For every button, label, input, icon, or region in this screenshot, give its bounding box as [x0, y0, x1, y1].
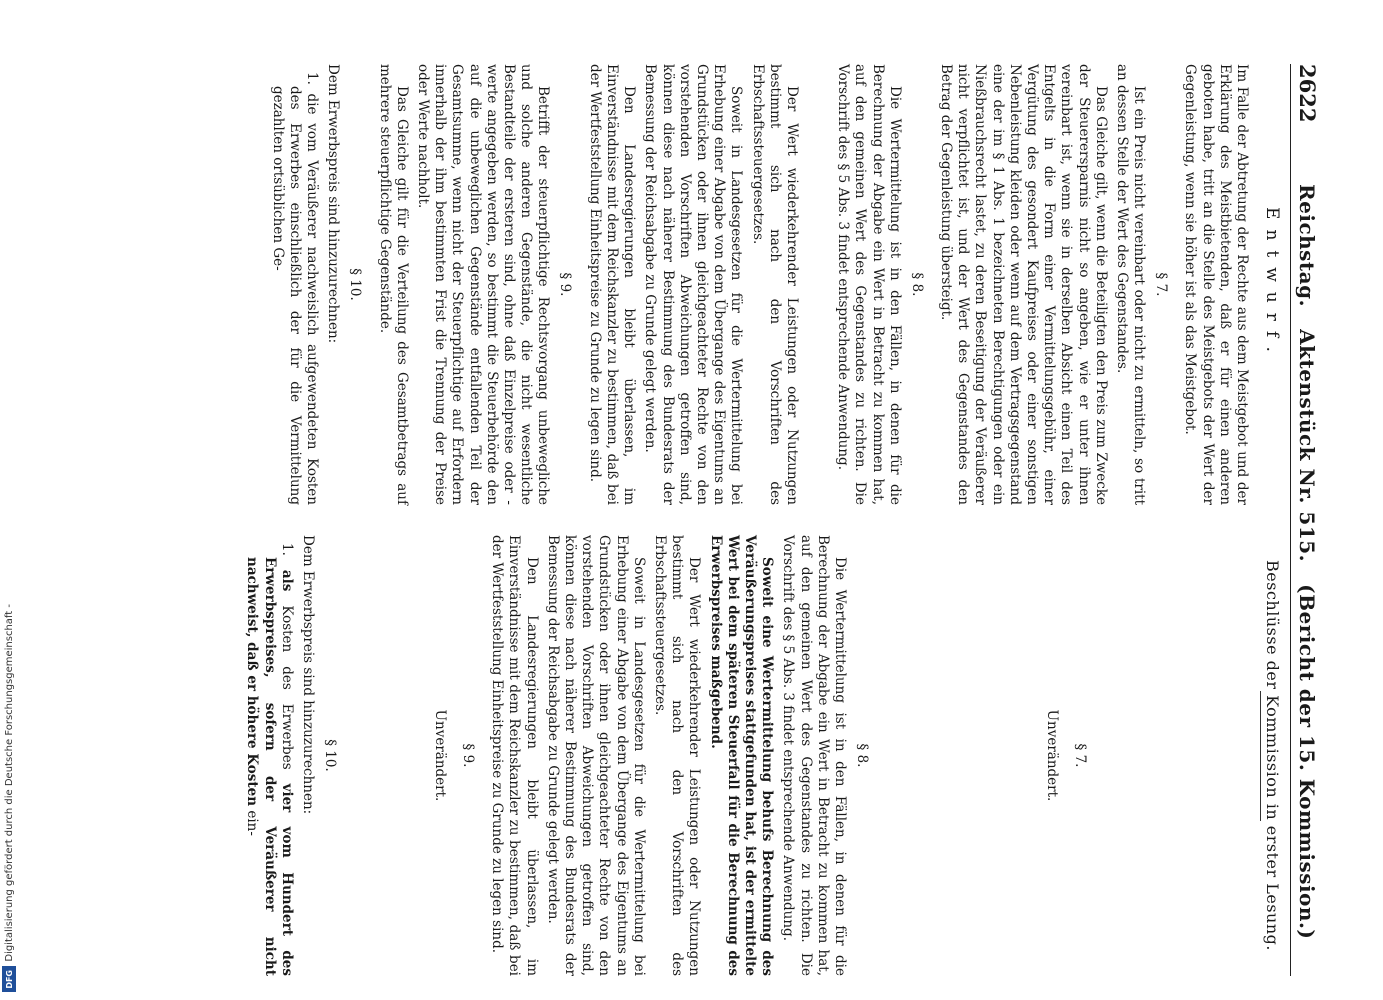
header-document-number: Aktenstück Nr. 515.: [1295, 329, 1319, 563]
heading-rule: [1260, 691, 1261, 821]
header-report: (Bericht der 15. Kommission.): [1295, 584, 1319, 940]
page-number: 2622: [1295, 64, 1320, 123]
draft-section-8-label: § 8.: [908, 272, 925, 297]
draft-heading: Entwurf.: [1262, 207, 1282, 362]
resolution-section-7-label: § 7.: [1072, 743, 1088, 768]
resolutions-column: [239, 535, 1282, 976]
resolution-section-9-unchanged: Unverändert.: [431, 709, 448, 802]
resolution-section-8-p3: Soweit in Landesgesetzen für die Wertermittelung bei Erhebung einer Abgabe von dem Übergange des Eigentums an Grundstücken oder ihnen gleichgeachteter Rechte von den vorstehenden Vorschriften Abweichungen getroffen sind, können diese nach näherer Bestimmung des Bundesrats der Bemessung der Reichsabgabe zu Grunde gelegt werden.: [544, 535, 647, 976]
header-publication: Reichstag.: [1295, 184, 1319, 308]
draft-column: [239, 64, 1282, 505]
resolution-section-7-unchanged: Unverändert.: [1044, 709, 1060, 802]
digitization-margin-note: [2, 604, 16, 992]
resolution-section-8-p4: Den Landesregierungen bleibt überlassen, im Einverständnisse mit dem Reichskanzler zu bestimmen, daß bei der Wertfeststellung Einheitspreise zu Grunde zu legen sind.: [489, 535, 540, 976]
resolution-section-9-label: § 9.: [459, 743, 476, 768]
resolution-section-10-label: § 10.: [321, 739, 338, 772]
item-1-text: Kosten des Erwerbes: [278, 605, 295, 770]
document-page: [58, 40, 1328, 1000]
resolutions-heading: [1260, 535, 1282, 976]
draft-section-7-label: § 7.: [1153, 272, 1170, 297]
header-title: [1295, 184, 1319, 939]
draft-section-10-label: § 10.: [347, 268, 364, 301]
draft-section-10-intro: Dem Erwerbspreis sind hinzuzurechnen:: [325, 64, 342, 344]
resolution-section-10-item-1: [243, 535, 295, 976]
item-1-end: ein-: [244, 810, 261, 836]
draft-section-9-p2: Das Gleiche gilt für die Verteilung des Gesamtbetrags auf mehrere steuerpflichtige Gegenstände.: [376, 64, 410, 505]
resolution-section-8-bold: [706, 535, 775, 976]
draft-section-9-p1: Betrifft der steuerpflichtige Rechtsvorgang unbewegliche und solche anderen Gegenstände, die nicht wesentliche Bestandteile der ersteren sind, ohne daß Einzelpreise oder -werte angegeben werden, so bestimmt die Steuerbehörde den auf die unbeweglichen Gegenstände entfallenden Teil der Gesamtsumme, wenn nicht der Steuerpflichtige auf Erfordern innerhalb der ihm bestimmten Frist die Trennung der Preise oder Werte nachholt.: [415, 64, 552, 505]
item-1-number: 1.: [278, 543, 295, 556]
draft-section-7-p2: Das Gleiche gilt, wenn die Beteiligten den Preis zum Zwecke der Steuerersparnis nicht so angeben, wie er unter ihnen vereinbart ist, wenn sie in derselben Absicht einen Teil des Entgelts in die Form einer Vermittelungsgebühr, einer Vergütung des gesondert Kaufpreises oder einer sonstigen Nebenleistung kleiden oder wenn auf dem Vertragsgegenstand eine der im § 1 Abs. 1 bezeichneten Berechtigungen oder ein Nießbrauchsrecht lastet, zu deren Beseitigung der Veräußerer nicht verpflichtet ist, und der Wert des Gegenstandes den Betrag der Gegenleistung übersteigt.: [937, 64, 1109, 505]
draft-section-8-p3: Soweit in Landesgesetzen für die Wertermittelung bei Erhebung einer Abgabe von dem Übergange des Eigentums an Grundstücken oder ihnen gleichgeachteter Rechte von den vorstehenden Vorschriften Abweichungen getroffen sind, können diese nach näherer Bestimmung des Bundesrats der Bemessung der Reichsabgabe zu Grunde gelegt werden.: [642, 64, 745, 505]
two-columns: [239, 64, 1282, 976]
resolution-section-8-bold-text: Soweit eine Wertermittelung behufs Berechnung des Veräußerungspreises stattgefunden hat, ist der ermittelte Wert bei dem späteren Steuerfall für die Berechnung des Erwerbspreises maßgebend.: [707, 535, 776, 976]
item-1-bold-text: vier vom Hundert des Erwerbspreises, sofern der Veräußerer nicht nachweist, daß er höhere Kosten: [244, 557, 295, 976]
resolution-section-8-label: § 8.: [854, 743, 870, 768]
draft-section-7-p1: Ist ein Preis nicht vereinbart oder nicht zu ermitteln, so tritt an dessen Stelle der Wert des Gegenstandes.: [1113, 64, 1148, 505]
resolution-section-8-p2: Der Wert wiederkehrender Leistungen oder Nutzungen bestimmt sich nach den Vorschriften des Erbschaftssteuergesetzes.: [651, 535, 703, 976]
resolution-section-10-intro: Dem Erwerbspreis sind hinzuzurechnen:: [299, 535, 316, 815]
draft-section-9-label: § 9.: [557, 272, 574, 297]
draft-section-8-p1: Die Wertermittelung ist in den Fällen, in denen für die Berechnung der Abgabe ein Wert in Betracht zu kommen hat, auf den gemeinen Wert des Gegenstandes zu richten. Die Vorschrift des § 5 Abs. 3 findet entsprechende Anwendung.: [835, 64, 903, 505]
page-header: [1290, 64, 1320, 976]
resolution-section-8-p1: Die Wertermittelung ist in den Fällen, in denen für die Berechnung der Abgabe ein Wert in Betracht zu kommen hat, auf den gemeinen Wert des Gegenstandes zu richten. Die Vorschrift des § 5 Abs. 3 findet entsprechende Anwendung.: [780, 535, 848, 976]
draft-section-8-p4: Den Landesregierungen bleibt überlassen, im Einverständnisse mit dem Reichskanzler zu bestimmen, daß bei der Wertfeststellung Einheitspreise zu Grunde zu legen sind.: [586, 64, 638, 505]
draft-section-10-item-1: 1. die vom Veräußerer nachweislich aufgewendeten Kosten des Erwerbes einschließlich der für die Vermittelung gezahlten ortsüblichen Ge-: [269, 72, 321, 505]
draft-section-8-p2: Der Wert wiederkehrender Leistungen oder Nutzungen bestimmt sich nach den Vorschriften des Erbschaftssteuergesetzes.: [749, 64, 800, 505]
dfg-logo-icon: DFG: [2, 966, 16, 992]
resolutions-heading-text: Beschlüsse der Kommission in erster Lesung.: [1263, 560, 1282, 951]
draft-intro: Im Falle der Abtretung der Rechte aus dem Meistgebot und der Erklärung des Meistbietenden, daß er für einen anderen geboten habe, tritt an die Stelle des Meistgebots der Wert der Gegenleistung, wenn sie höher ist als das Meistgebot.: [1182, 64, 1250, 505]
digitization-note-text: Digitalisierung gefördert durch die Deutsche Forschungsgemeinschaft -: [3, 604, 15, 962]
item-1-bold-als: als: [278, 569, 295, 592]
